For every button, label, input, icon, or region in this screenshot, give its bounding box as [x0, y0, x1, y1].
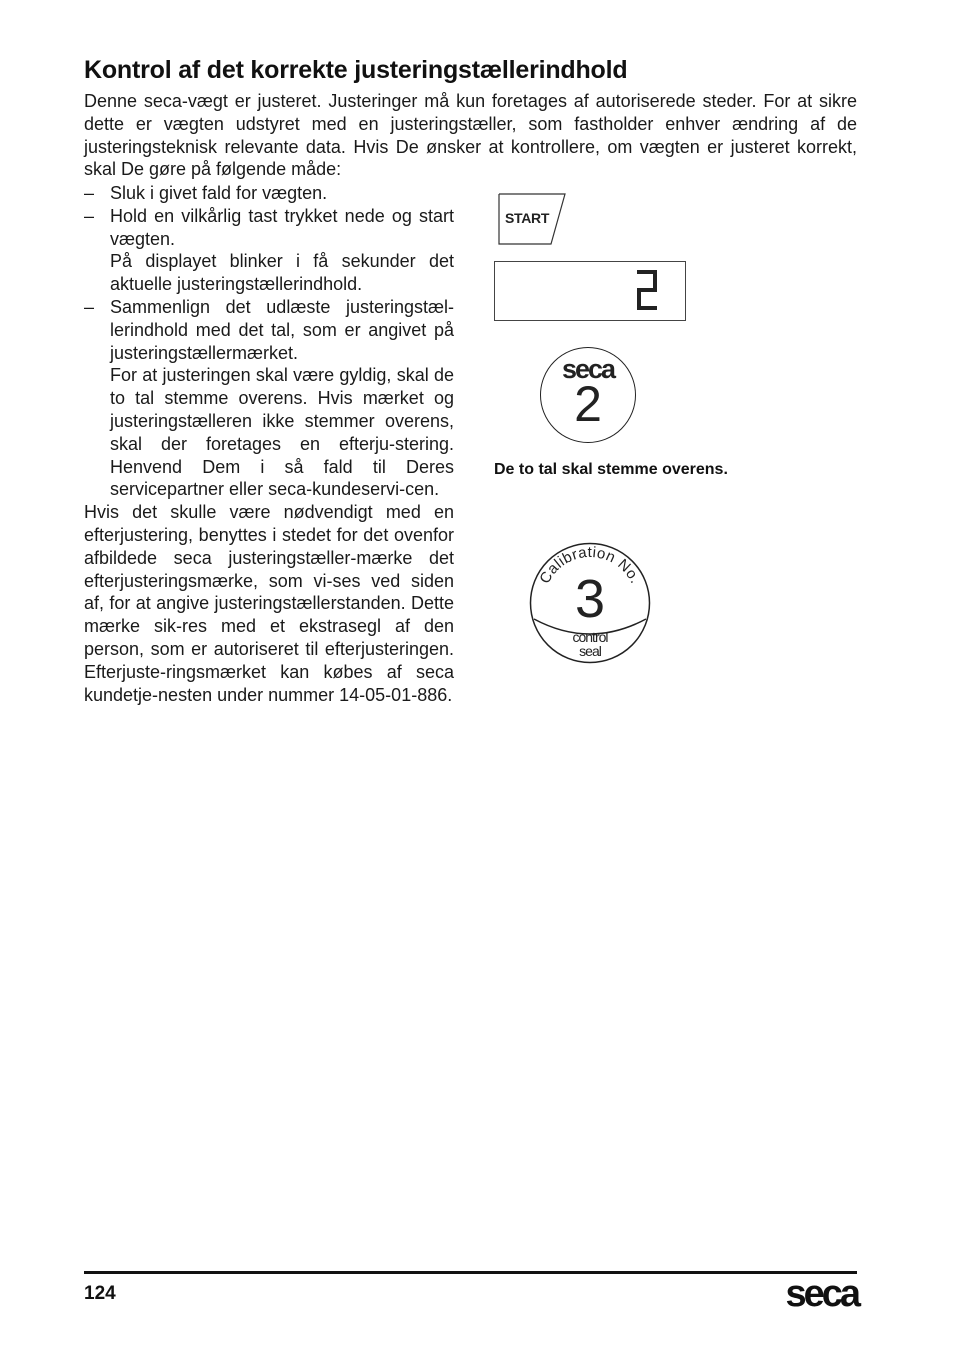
step-text: Hold en vilkårlig tast trykket nede og start vægten. — [110, 205, 454, 249]
start-button-illustration — [498, 193, 568, 245]
seca-logo-text: seca — [561, 354, 615, 384]
footer-logo: seca — [785, 1273, 858, 1315]
dash-marker: – — [84, 296, 95, 317]
step-text: Sammenlign det udlæste justeringstæl-lerindhold med det tal, som er angivet på justeringstællermærket. — [110, 296, 454, 363]
calibration-number: 2 — [574, 376, 602, 432]
intro-paragraph: Denne seca-vægt er justeret. Justeringer må kun foretages af autoriserede steder. For at sikre dette er vægten udstyret med en justeringstæller, som fastholder enhver ændring af de justeringsteknisk relevante data. Hvis De ønsker at kontrollere, om vægten er justeret korrekt, skal De gøre på følgende måde: — [84, 91, 857, 180]
step-item — [84, 296, 454, 364]
instruction-column — [84, 182, 454, 706]
closing-paragraph: Hvis det skulle være nødvendigt med en efterjustering, benyttes i stedet for det ovenfor afbildede seca justeringstæller-mærke det efterjusteringsmærke, som vi-ses ved siden af, for at angive justeringstællerstanden. Dette mærke sik-res med et ekstrasegl af den person, som er autoriseret til efterjusteringen. Efterjuste-ringsmærket kan købes af seca kundetje-nesten under nummer 14-05-01-886. — [84, 502, 454, 705]
step-item — [84, 205, 454, 251]
calibration-seal-illustration — [528, 541, 652, 665]
display-illustration — [494, 261, 686, 321]
page-heading: Kontrol af det korrekte justeringstællerindhold — [84, 56, 628, 84]
step-subtext: På displayet blinker i få sekunder det aktuelle justeringstællerindhold. — [110, 251, 454, 295]
step-text: Sluk i givet fald for vægten. — [110, 183, 328, 203]
dash-marker: – — [84, 183, 95, 203]
page-number: 124 — [84, 1283, 116, 1304]
seal-line-seal: seal — [579, 643, 601, 659]
seal-arc-text: Calibration No. — [536, 543, 644, 587]
seca-calibration-label — [540, 347, 636, 443]
seal-caption — [528, 630, 652, 658]
figure-caption: De to tal skal stemme overens. — [494, 461, 728, 478]
seven-segment-digit — [495, 262, 685, 320]
seal-number: 3 — [574, 569, 606, 629]
start-label: START — [505, 210, 550, 226]
seal-line-control: control — [572, 629, 608, 645]
step-subtext: For at justeringen skal være gyldig, skal de to tal stemme overens. Hvis mærket og justeringstælleren ikke stemmer overens, skal der foretages en efterju-stering. Henvend Dem i så fald til Deres servicepartner eller seca-kundeservi-cen. — [110, 365, 454, 500]
footer-rule — [84, 1271, 857, 1274]
step-item — [84, 182, 454, 205]
dash-marker: – — [84, 205, 95, 226]
